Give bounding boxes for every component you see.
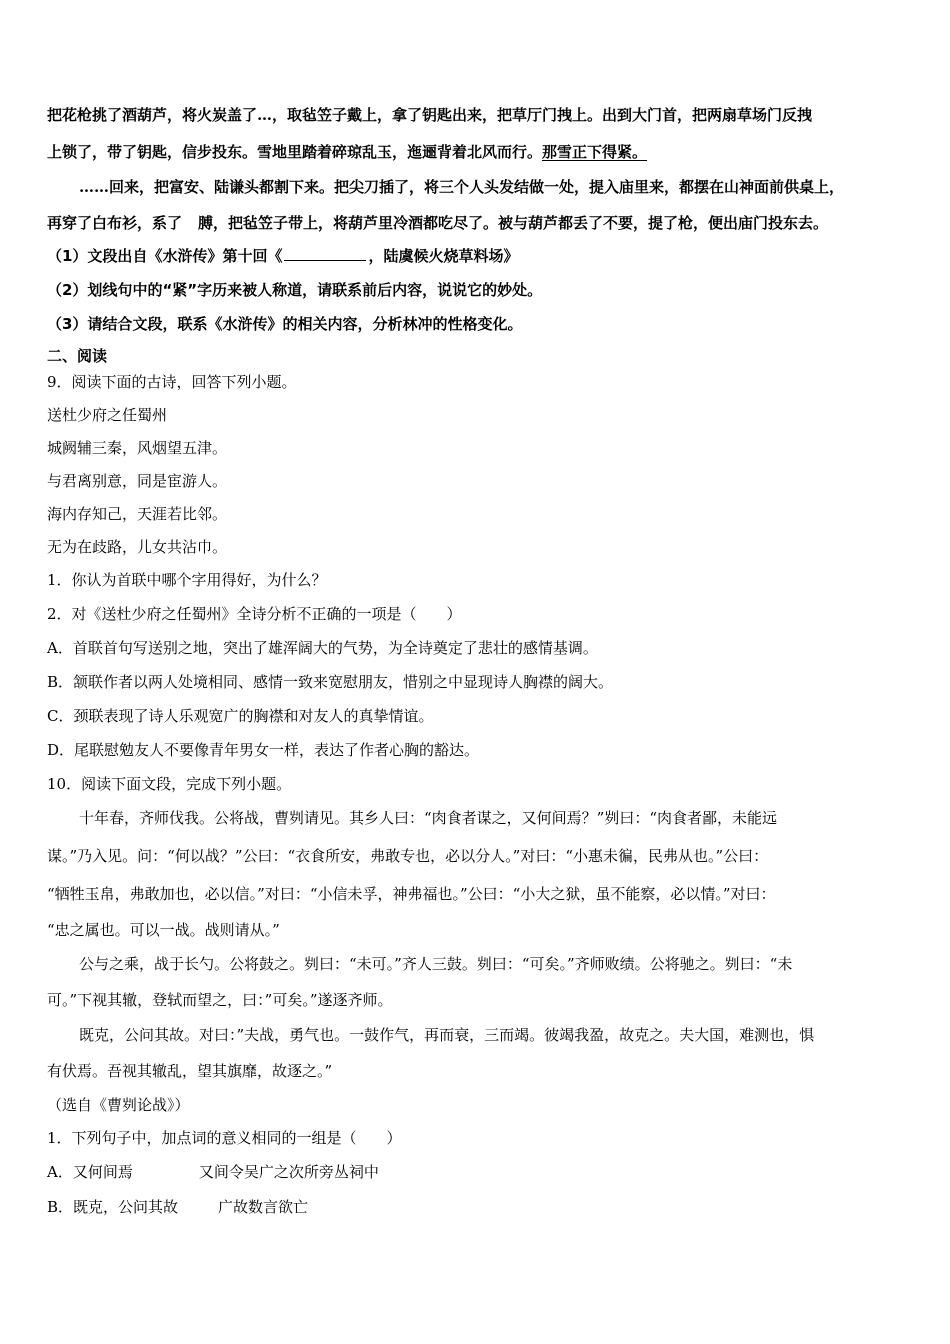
q8-sub1-text-b: ，陆虞候火烧草料场》 (368, 247, 519, 265)
q9-option-d: D．尾联慰勉友人不要像青年男女一样，表达了作者心胸的豁达。 (47, 741, 480, 759)
q10-option-a-left: A．又何间焉 (47, 1163, 133, 1181)
q10-option-a (47, 1161, 379, 1182)
fill-blank[interactable] (284, 246, 366, 261)
passage-line-4-text-b: 膊，把毡笠子带上，将葫芦里冷酒都吃尽了。被与葫芦都丢了不要，提了枪，便出庙门投东去。 (198, 214, 829, 232)
q10-p2-line2: 可。”下视其辙，登轼而望之，曰：”可矣。”遂逐齐师。 (47, 991, 393, 1009)
q10-p1-line4: “忠之属也。可以一战。战则请从。” (47, 921, 280, 939)
q9-sub2: 2．对《送杜少府之任蜀州》全诗分析不正确的一项是（ ） (47, 605, 462, 623)
q10-source: （选自《曹刿论战》） (47, 1096, 190, 1114)
q8-sub1 (47, 245, 518, 266)
q9-option-c: C．颈联表现了诗人乐观宽广的胸襟和对友人的真挚情谊。 (47, 707, 434, 725)
q10-intro: 10．阅读下面文段，完成下列小题。 (47, 775, 292, 793)
q10-p1-line3: “牺牲玉帛，弗敢加也，必以信。”对曰：“小信未孚，神弗福也。”公曰：“小大之狱，虽不能察，必以情。”对曰： (47, 885, 776, 903)
q10-option-b-left: B．既克，公问其故 (47, 1198, 179, 1216)
passage-line-4-text-a: 再穿了白布衫，系了 (47, 214, 183, 232)
q10-p2-line1: 公与之乘，战于长勺。公将鼓之。刿曰：“未可。”齐人三鼓。刿曰：“可矣。”齐师败绩。公将驰之。刿曰：“未 (79, 955, 793, 973)
passage-line-2 (47, 141, 647, 162)
passage-line-3: ……回来，把富安、陆谦头都割下来。把尖刀插了，将三个人头发结做一处，提入庙里来，都摆在山神面前供桌上， (79, 178, 845, 196)
q8-sub3: （3）请结合文段，联系《水浒传》的相关内容，分析林冲的性格变化。 (47, 315, 523, 333)
q10-option-a-right: 又间令吴广之次所旁丛祠中 (198, 1163, 379, 1181)
poem-line-4: 无为在歧路，儿女共沾巾。 (47, 538, 228, 556)
section-title: 二、阅读 (47, 347, 108, 365)
poem-title: 送杜少府之任蜀州 (47, 406, 168, 424)
q10-p3-line2: 有伏焉。吾视其辙乱，望其旗靡，故逐之。” (47, 1062, 333, 1080)
underlined-sentence: 那雪正下得紧。 (542, 143, 648, 161)
q9-option-a: A．首联首句写送别之地，突出了雄浑阔大的气势，为全诗奠定了悲壮的感情基调。 (47, 639, 598, 657)
q9-option-b: B．颔联作者以两人处境相同、感情一致来宽慰朋友，惜别之中显现诗人胸襟的阔大。 (47, 673, 614, 691)
q10-sub1: 1．下列句子中，加点词的意义相同的一组是（ ） (47, 1129, 402, 1147)
poem-line-3: 海内存知己，天涯若比邻。 (47, 505, 228, 523)
q9-sub1: 1．你认为首联中哪个字用得好，为什么？ (47, 571, 327, 589)
passage-line-1: 把花枪挑了酒葫芦，将火炭盖了…，取毡笠子戴上，拿了钥匙出来，把草厅门拽上。出到大门首，把两扇草场门反拽 (47, 106, 813, 124)
q8-sub2: （2）划线句中的“紧”字历来被人称道，请联系前后内容，说说它的妙处。 (47, 281, 543, 299)
q8-sub1-text-a: （1）文段出自《水浒传》第十回《 (47, 247, 283, 265)
q9-intro: 9．阅读下面的古诗，回答下列小题。 (47, 373, 297, 391)
q10-p1-line2: 谋。”乃入见。问：“何以战？”公曰：“衣食所安，弗敢专也，必以分人。”对曰：“小惠未徧，民弗从也。”公曰： (47, 847, 769, 865)
poem-line-2: 与君离别意，同是宦游人。 (47, 472, 228, 490)
q10-p3-line1: 既克，公问其故。对曰：”夫战，勇气也。一鼓作气，再而衰，三而竭。彼竭我盈，故克之。夫大国，难测也，惧 (79, 1026, 815, 1044)
passage-line-2-text: 上锁了，带了钥匙，信步投东。雪地里踏着碎琼乱玉，迤逦背着北风而行。 (47, 143, 543, 161)
poem-line-1: 城阙辅三秦，风烟望五津。 (47, 439, 228, 457)
passage-line-4 (47, 212, 828, 233)
q10-option-b (47, 1196, 308, 1217)
q10-p1-line1: 十年春，齐师伐我。公将战，曹刿请见。其乡人曰：“肉食者谋之，又何间焉？”刿曰：“肉食者鄙，未能远 (79, 809, 778, 827)
q10-option-b-right: 广故数言欲亡 (218, 1198, 309, 1216)
